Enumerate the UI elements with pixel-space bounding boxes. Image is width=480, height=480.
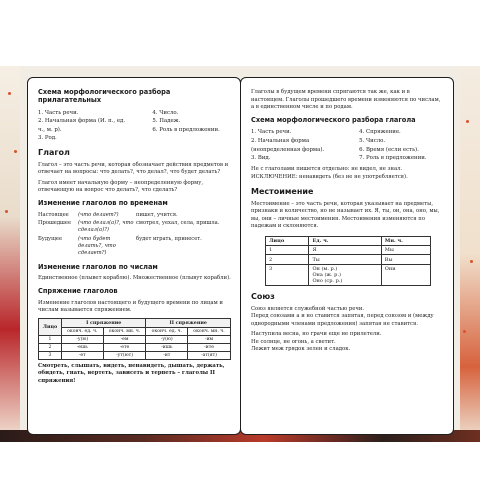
- numbers-text: Единственное (плывет кораблю). Множественное (плывут корабли).: [38, 275, 231, 282]
- table-header: Лицо: [39, 318, 62, 335]
- pronoun-heading: Местоимение: [251, 187, 314, 197]
- table-header: I спряжение: [61, 318, 146, 327]
- table-header: Лицо: [266, 236, 309, 245]
- list-item: 2. Начальная форма (неопределенная форма).: [251, 138, 325, 153]
- table-row: 1 Я Мы: [266, 246, 431, 255]
- list-item: 1. Часть речи.: [251, 129, 292, 136]
- paint-speck: [8, 92, 11, 95]
- paint-speck: [14, 150, 17, 153]
- table-row: 2 -ешь -ете -ишь -ите: [39, 343, 231, 351]
- tense-row: Будущее (что будет делать?, что сделает?) будет играть, принесет.: [38, 235, 202, 257]
- pronoun-table: [265, 236, 431, 287]
- list-item: 7. Роль в предложении.: [359, 155, 427, 162]
- tense-row: Настоящее (что делает?) пишет, учится.: [38, 211, 178, 218]
- table-row: 3 -ет -ут(ют) -ит -ат(ят): [39, 351, 231, 359]
- verb-scheme-list: [251, 128, 444, 163]
- cover-right-edge: [460, 66, 480, 442]
- list-item: 6. Роль в предложении.: [152, 126, 220, 133]
- conjunction-rule: Перед союзами а и но ставится запятая, перед союзом и (между однородными членами предложения) запятая не ставится.: [251, 313, 434, 327]
- example-line: Лежит меж грядок зелен и сладок.: [251, 346, 351, 353]
- left-page: [27, 77, 241, 435]
- list-item: 5. Число.: [359, 138, 386, 145]
- cover-left-edge: [0, 66, 20, 442]
- tense-row: Прошедшее (что делал(а)?, что сделал(а)?) смотрел, уехал, села, пришла.: [38, 220, 220, 234]
- list-item: 3. Вид.: [251, 155, 271, 162]
- numbers-title: Изменение глаголов по числам: [38, 262, 158, 271]
- list-item: 4. Число.: [152, 109, 179, 116]
- table-subheader: оконч. мн. ч.: [103, 327, 146, 335]
- table-header: Ед. ч.: [309, 236, 381, 245]
- conjugation-table: [38, 318, 231, 360]
- paint-speck: [5, 210, 8, 213]
- verb-heading: Глагол: [38, 148, 70, 158]
- verb-definition: Глагол – это часть речи, которая обозначает действия предметов и отвечает на вопросы: что делать?, что делал?, что будет делать?: [38, 161, 229, 176]
- table-subheader: оконч. мн. ч.: [188, 327, 231, 335]
- list-item: 3. Род.: [38, 134, 57, 141]
- conjugation-title: Спряжение глаголов: [38, 286, 118, 295]
- conjunction-definition: Союз является служебной частью речи.: [251, 305, 365, 312]
- table-header: II спряжение: [146, 318, 231, 327]
- list-item: 6. Время (если есть).: [359, 146, 419, 153]
- paint-speck: [466, 120, 469, 123]
- table-row: 1 -у(ю) -ем -у(ю) -им: [39, 335, 231, 343]
- table-subheader: оконч. ед. ч.: [146, 327, 188, 335]
- adjective-scheme-list: [38, 109, 231, 143]
- paint-speck: [463, 330, 466, 333]
- example-line: Не солнце, не огонь, а светит.: [251, 338, 336, 345]
- table-row: 3 Он (м. р.) Она (ж. р.) Оно (ср. р.) Они: [266, 264, 431, 285]
- list-item: 5. Падеж.: [152, 118, 181, 125]
- adjective-scheme-title: Схема морфологического разбора прилагательных: [38, 88, 171, 104]
- conjugation-intro: Изменение глаголов настоящего и будущего времени по лицам и числам называется спряжением.: [38, 299, 223, 314]
- table-subheader: оконч. ед. ч.: [61, 327, 103, 335]
- table-header: Мн. ч.: [381, 236, 430, 245]
- future-tense-text: Глаголы в будущем времени спрягаются так же, как и в настоящем. Глаголы прошедшего времени изменяются по числам, а в единственном числе и по родам.: [251, 89, 441, 111]
- conjugation-exceptions: Смотреть, слышать, видеть, ненавидеть, дышать, держать, обидеть, гнать, вертеть, зависеть и терпеть – глаголы II спряжения!: [38, 362, 225, 384]
- right-page: [240, 77, 454, 435]
- example-line: Наступила весна, но грачи еще не прилетели.: [251, 331, 382, 338]
- conjunction-heading: Союз: [251, 292, 275, 302]
- list-item: 2. Начальная форма (И. п., ед. ч., м. р).: [38, 118, 126, 133]
- verb-initial-form: Глагол имеет начальную форму – неопределенную форму, отвечающую на вопрос что делать?, что сделать?: [38, 179, 204, 194]
- pronoun-definition: Местоимение – это часть речи, которая указывает на предметы, признаки и количество, но не называет их. Я, ты, он, она, оно, мы, вы, они – личные местоимения. Местоимения изменяются по падежам и склоняются.: [251, 200, 440, 230]
- verb-scheme-title: Схема морфологического разбора глагола: [251, 115, 416, 124]
- list-item: 1. Часть речи.: [38, 109, 79, 116]
- table-row: 2 Ты Вы: [266, 255, 431, 264]
- paint-speck: [470, 260, 473, 263]
- ne-rule: Не с глаголами пишется отдельно: не видел, не знал. ИСКЛЮЧЕНИЕ: ненавидеть (без не не употребляется).: [251, 166, 408, 180]
- tenses-title: Изменение глаголов по временам: [38, 198, 168, 207]
- list-item: 4. Спряжение.: [359, 129, 401, 136]
